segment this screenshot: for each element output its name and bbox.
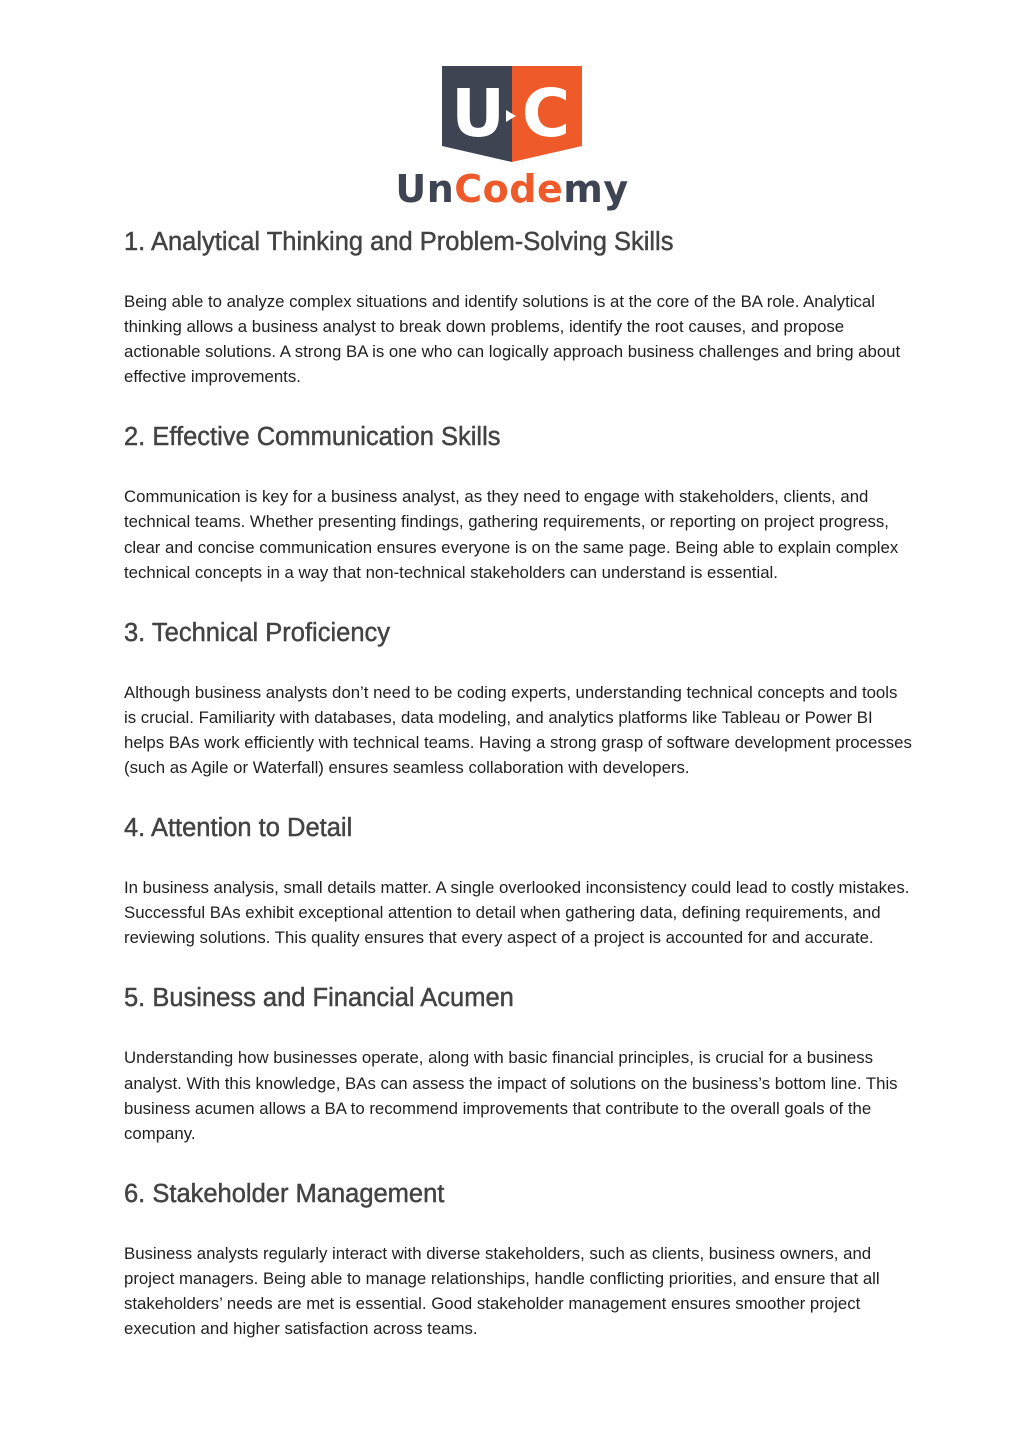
section-body: Communication is key for a business analyst, as they need to engage with stakeholders, clients, and technical teams. Whether presenting findings, gathering requirements, or reporting on project progress, clear and concise communication ensures everyone is on the same page. Being able to explain complex technical concepts in a way that non-technical stakeholders can understand is essential. bbox=[124, 487, 899, 582]
section-heading: 3. Technical Proficiency bbox=[124, 618, 390, 647]
wordmark-un: Un bbox=[395, 167, 455, 211]
wordmark-my: my bbox=[563, 167, 629, 211]
brand-wordmark bbox=[395, 167, 629, 211]
section-body: Although business analysts don’t need to be coding experts, understanding technical concepts and tools is crucial. Familiarity with databases, data modeling, and analytics platforms like Tableau or Power BI helps BAs work efficiently with technical teams. Having a strong grasp of software development processes (such as Agile or Waterfall) ensures seamless collaboration with developers. bbox=[124, 682, 912, 778]
section-business-acumen bbox=[124, 980, 914, 1145]
wordmark-code: Code bbox=[454, 167, 564, 211]
uncodemy-logo-icon bbox=[442, 66, 582, 162]
section-heading: 1. Analytical Thinking and Problem-Solving Skills bbox=[124, 228, 674, 256]
section-heading: 2. Effective Communication Skills bbox=[124, 423, 501, 452]
section-technical-proficiency bbox=[124, 615, 914, 780]
section-heading: 4. Attention to Detail bbox=[124, 814, 353, 843]
section-body: Understanding how businesses operate, along with basic financial principles, is crucial for a business analyst. With this knowledge, BAs can assess the impact of solutions on the business’s bottom line. This business acumen allows a BA to recommend improvements that contribute to the overall goals of the company. bbox=[124, 1048, 898, 1143]
section-communication bbox=[124, 419, 914, 584]
section-analytical-thinking bbox=[124, 224, 914, 389]
section-attention-to-detail bbox=[124, 810, 914, 950]
section-body: In business analysis, small details matter. A single overlooked inconsistency could lead to costly mistakes. Successful BAs exhibit exceptional attention to detail when gathering data, defining requirements, and reviewing solutions. This quality ensures that every aspect of a project is accounted for and accurate. bbox=[124, 878, 910, 948]
section-body: Being able to analyze complex situations and identify solutions is at the core of the BA role. Analytical thinking allows a business analyst to break down problems, identify the root causes, and propose actionable solutions. A strong BA is one who can logically approach business challenges and bring about effective improvements. bbox=[124, 292, 901, 387]
logo-letter-right: C bbox=[521, 75, 571, 152]
section-heading: 5. Business and Financial Acumen bbox=[124, 984, 514, 1013]
logo-letter-left: U bbox=[451, 75, 505, 152]
section-stakeholder-management bbox=[124, 1176, 914, 1341]
document-content bbox=[124, 224, 914, 1371]
brand-header bbox=[0, 66, 1024, 211]
section-heading: 6. Stakeholder Management bbox=[124, 1179, 445, 1208]
section-body: Business analysts regularly interact with diverse stakeholders, such as clients, business owners, and project managers. Being able to manage relationships, handle conflicting priorities, and ensure that all stakeholders’ needs are met is essential. Good stakeholder management ensures smoother project execution and higher satisfaction across teams. bbox=[124, 1243, 880, 1339]
